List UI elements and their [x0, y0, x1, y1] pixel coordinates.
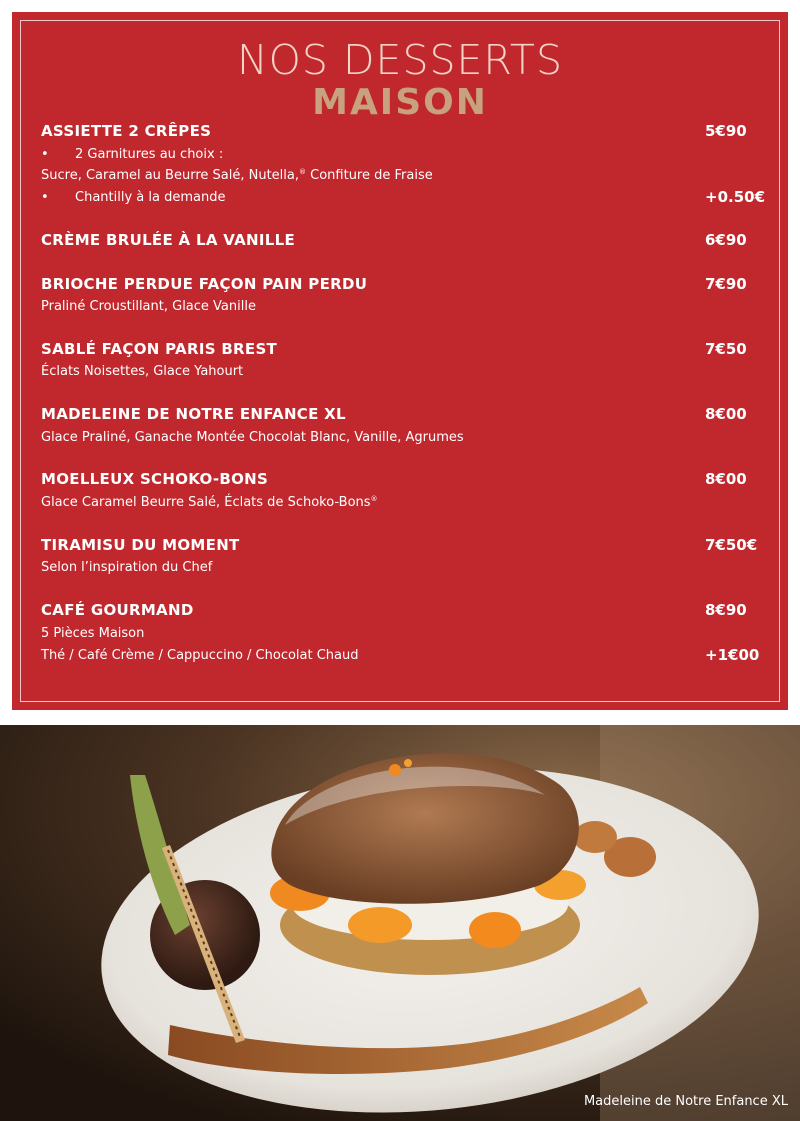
menu-item-price: 7€50 — [705, 340, 747, 358]
madeleine-photo-illustration — [0, 725, 800, 1121]
menu-item-price: 5€90 — [705, 122, 747, 140]
menu-item-bullet: • Chantilly à la demande — [41, 190, 226, 205]
menu-item-name: TIRAMISU DU MOMENT — [41, 536, 240, 554]
menu-item-bullet: • 2 Garnitures au choix : — [41, 147, 224, 162]
menu-item-name: SABLÉ FAÇON PARIS BREST — [41, 340, 278, 358]
menu-item-name: CAFÉ GOURMAND — [41, 601, 194, 619]
menu-item-desc: Praliné Croustillant, Glace Vanille — [41, 299, 256, 314]
menu-item-name: MOELLEUX SCHOKO-BONS — [41, 470, 269, 488]
menu-item-price: 7€50€ — [705, 536, 758, 554]
menu-item-name: BRIOCHE PERDUE FAÇON PAIN PERDU — [41, 275, 368, 293]
menu-item-desc: Selon l’inspiration du Chef — [41, 560, 213, 575]
dessert-menu-panel — [12, 12, 788, 710]
menu-subtitle: MAISON — [312, 82, 488, 123]
dessert-photo — [0, 725, 800, 1121]
menu-item-price: 8€00 — [705, 470, 747, 488]
menu-item-price: 6€90 — [705, 231, 747, 249]
menu-item-price: 8€00 — [705, 405, 747, 423]
menu-title: NOS DESSERTS — [236, 36, 563, 84]
menu-item-name: ASSIETTE 2 CRÊPES — [41, 122, 212, 140]
menu-item-extra-price: +0.50€ — [705, 188, 766, 206]
menu-item-desc: Thé / Café Crème / Cappuccino / Chocolat Chaud — [41, 648, 359, 663]
menu-item-desc: 5 Pièces Maison — [41, 626, 145, 641]
menu-item-price: 7€90 — [705, 275, 747, 293]
menu-item-name: CRÈME BRULÉE À LA VANILLE — [41, 231, 296, 249]
menu-item-desc: Glace Caramel Beurre Salé, Éclats de Schoko-Bons® — [41, 495, 378, 510]
menu-item-extra-price: +1€00 — [705, 646, 760, 664]
menu-item-desc: Glace Praliné, Ganache Montée Chocolat Blanc, Vanille, Agrumes — [41, 430, 464, 445]
menu-item-name: MADELEINE DE NOTRE ENFANCE XL — [41, 405, 346, 423]
menu-item-desc: Sucre, Caramel au Beurre Salé, Nutella,® Confiture de Fraise — [41, 168, 433, 183]
menu-item-desc: Éclats Noisettes, Glace Yahourt — [41, 364, 244, 379]
photo-caption: Madeleine de Notre Enfance XL — [583, 1094, 788, 1109]
menu-item-price: 8€90 — [705, 601, 747, 619]
